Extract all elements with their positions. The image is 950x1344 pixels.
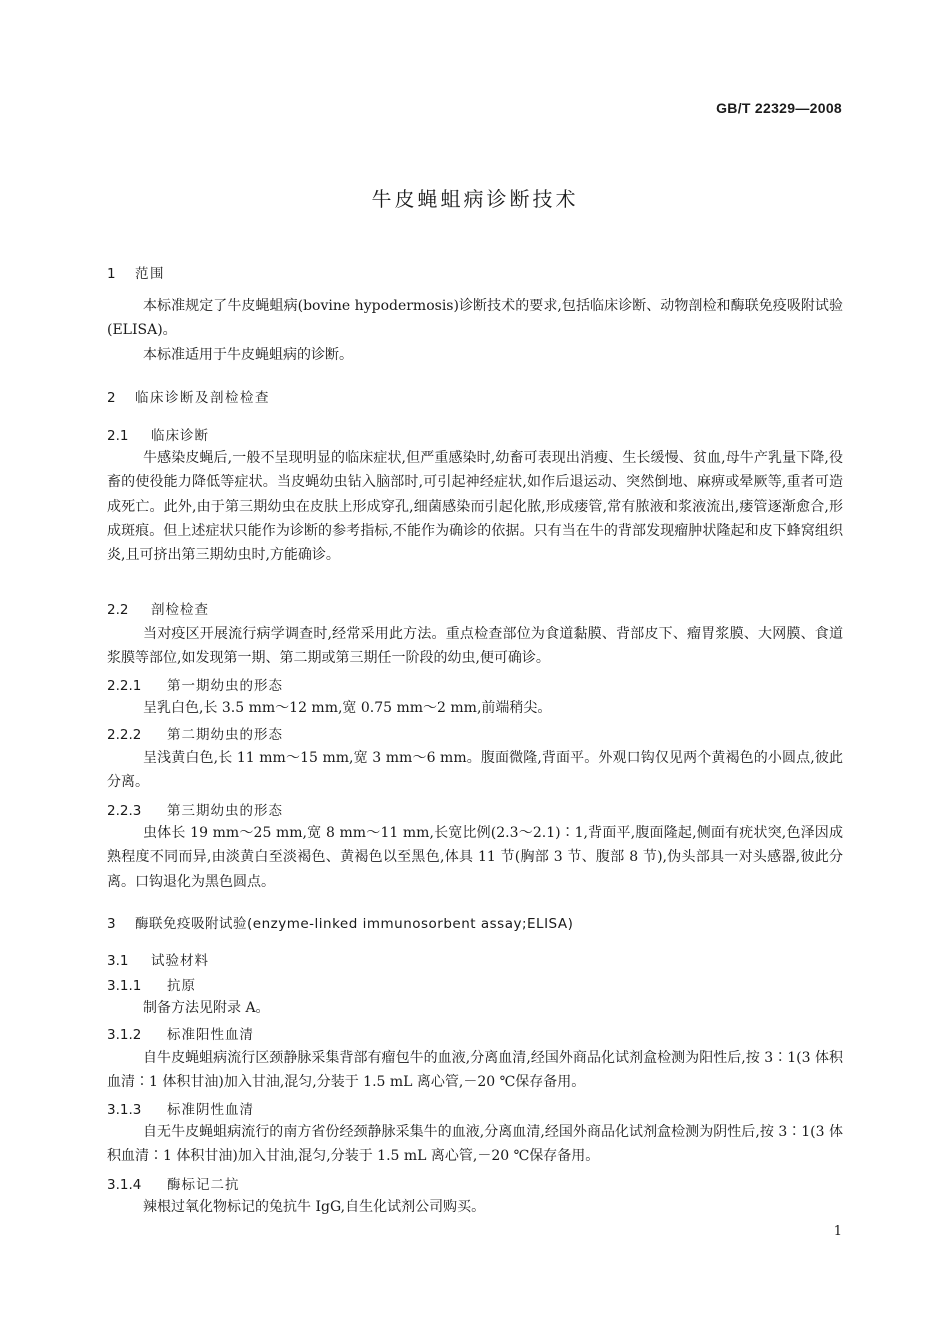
section-title: 第二期幼虫的形态: [167, 727, 283, 743]
section-number: 2.2.2: [107, 727, 142, 743]
page-number: 1: [833, 1224, 842, 1239]
subsection-heading-3-1: [107, 949, 209, 969]
section-title: 试验材料: [151, 953, 209, 969]
subsection-heading-3-1-4: [107, 1173, 240, 1193]
section-heading-1: [107, 262, 165, 282]
section-number: 1: [107, 266, 116, 282]
section-number: 2.2.3: [107, 803, 142, 819]
paragraph-scope-1: 本标准规定了牛皮蝇蛆病(bovine hypodermosis)诊断技术的要求,包括临床诊断、动物剖检和酶联免疫吸附试验(ELISA)。: [107, 298, 843, 339]
paragraph-larva-3: 虫体长 19 mm～25 mm,宽 8 mm～11 mm,长宽比例(2.3～2.1)∶1,背面平,腹面隆起,侧面有疣状突,色泽因成熟程度不同而异,由淡黄白至淡褐色、黄褐色以至黑色,体具 11 节(胸部 3 节、腹部 8 节),伪头部具一对头感器,彼此分离。口钩退化为黑色圆点。: [107, 825, 843, 890]
paragraph-clinical: 牛感染皮蝇后,一般不呈现明显的临床症状,但严重感染时,幼畜可表现出消瘦、生长缓慢、贫血,母牛产乳量下降,役畜的使役能力降低等症状。当皮蝇幼虫钻入脑部时,可引起神经症状,如作后退运动、突然倒地、麻痹或晕厥等,重者可造成死亡。此外,由于第三期幼虫在皮肤上形成穿孔,细菌感染而引起化脓,形成瘘管,常有脓液和浆液流出,瘘管逐渐愈合,形成斑痕。但上述症状只能作为诊断的参考指标,不能作为确诊的依据。只有当在牛的背部发现瘤肿状隆起和皮下蜂窝组织炎,且可挤出第三期幼虫时,方能确诊。: [107, 450, 843, 564]
section-title: 剖检检查: [151, 602, 209, 618]
subsection-heading-2-2-1: [107, 674, 283, 694]
section-title: 第三期幼虫的形态: [167, 803, 283, 819]
subsection-heading-3-1-1: [107, 974, 196, 994]
section-number: 2.2.1: [107, 678, 142, 694]
paragraph-negative-serum: 自无牛皮蝇蛆病流行的南方省份经颈静脉采集牛的血液,分离血清,经国外商品化试剂盒检测为阴性后,按 3∶1(3 体积血清∶1 体积甘油)加入甘油,混匀,分装于 1.5 mL 离心管,－20 ℃保存备用。: [107, 1124, 843, 1165]
section-number: 3.1.4: [107, 1177, 142, 1193]
subsection-heading-3-1-3: [107, 1098, 254, 1118]
section-number: 2: [107, 390, 116, 406]
subsection-heading-3-1-2: [107, 1023, 254, 1043]
paragraph-scope-2: 本标准适用于牛皮蝇蛆病的诊断。: [143, 347, 353, 363]
paragraph-larva-1: 呈乳白色,长 3.5 mm～12 mm,宽 0.75 mm～2 mm,前端稍尖。: [143, 700, 552, 716]
standard-number: GB/T 22329—2008: [716, 100, 842, 116]
paragraph-necropsy: 当对疫区开展流行病学调查时,经常采用此方法。重点检查部位为食道黏膜、背部皮下、瘤胃浆膜、大网膜、食道浆膜等部位,如发现第一期、第二期或第三期任一阶段的幼虫,便可确诊。: [107, 626, 843, 667]
section-title: 临床诊断: [151, 428, 209, 444]
section-number: 3.1.3: [107, 1102, 142, 1118]
section-number: 3.1.1: [107, 978, 142, 994]
paragraph-larva-2: 呈浅黄白色,长 11 mm～15 mm,宽 3 mm～6 mm。腹面微隆,背面平。外观口钩仅见两个黄褐色的小圆点,彼此分离。: [107, 750, 843, 791]
section-number: 3.1: [107, 953, 129, 969]
section-title: 酶联免疫吸附试验(enzyme-linked immunosorbent assay;ELISA): [135, 916, 574, 932]
subsection-heading-2-2-2: [107, 723, 283, 743]
paragraph-antigen: 制备方法见附录 A。: [143, 1000, 270, 1016]
paragraph-positive-serum: 自牛皮蝇蛆病流行区颈静脉采集背部有瘤包牛的血液,分离血清,经国外商品化试剂盒检测为阳性后,按 3∶1(3 体积血清∶1 体积甘油)加入甘油,混匀,分装于 1.5 mL 离心管,－20 ℃保存备用。: [107, 1050, 843, 1091]
subsection-heading-2-2-3: [107, 799, 283, 819]
section-heading-2: [107, 386, 270, 406]
section-title: 抗原: [167, 978, 196, 994]
section-heading-3: [107, 912, 573, 932]
section-number: 3: [107, 916, 116, 932]
section-title: 第一期幼虫的形态: [167, 678, 283, 694]
section-title: 范围: [135, 266, 165, 282]
section-number: 2.2: [107, 602, 129, 618]
section-title: 临床诊断及剖检检查: [135, 390, 270, 406]
section-number: 3.1.2: [107, 1027, 142, 1043]
paragraph-secondary-antibody: 辣根过氧化物标记的兔抗牛 IgG,自生化试剂公司购买。: [143, 1199, 486, 1215]
subsection-heading-2-1: [107, 424, 209, 444]
document-title: 牛皮蝇蛆病诊断技术: [371, 187, 579, 211]
section-title: 标准阴性血清: [167, 1102, 254, 1118]
section-title: 标准阳性血清: [167, 1027, 254, 1043]
subsection-heading-2-2: [107, 598, 209, 618]
section-number: 2.1: [107, 428, 129, 444]
section-title: 酶标记二抗: [167, 1177, 240, 1193]
